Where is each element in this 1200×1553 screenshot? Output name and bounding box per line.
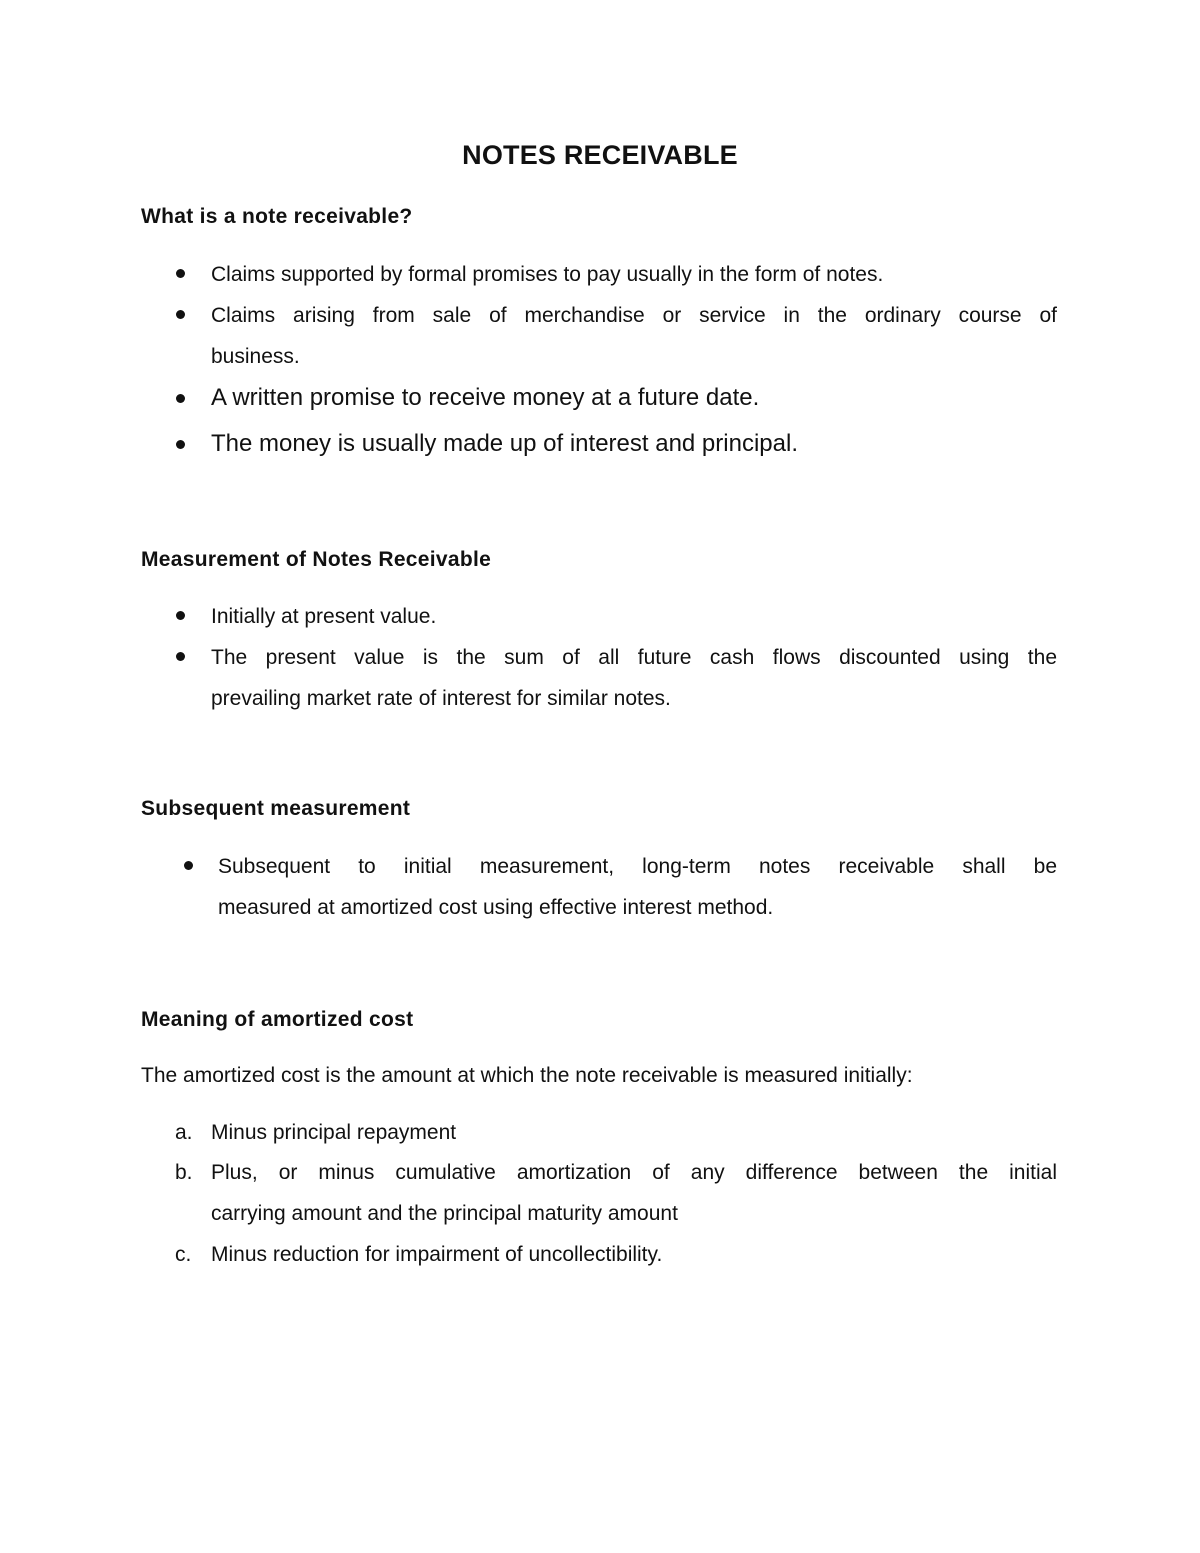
bullet-icon [176, 269, 185, 278]
section-heading-what-is-note: What is a note receivable? [141, 205, 413, 228]
list-item-text-continued: carrying amount and the principal maturity amount [211, 1202, 678, 1225]
list-item [211, 1152, 1057, 1234]
list-item [211, 1112, 1057, 1153]
section-heading-amortized-cost: Meaning of amortized cost [141, 1008, 414, 1031]
list-item-text: Minus reduction for impairment of uncollectibility. [211, 1243, 663, 1266]
bullet-icon [176, 652, 185, 661]
list-item [211, 596, 1057, 637]
bullet-icon [176, 440, 185, 449]
list-item-text: Minus principal repayment [211, 1121, 457, 1144]
list-item-text: Initially at present value. [211, 605, 437, 628]
list-item-text-continued: prevailing market rate of interest for similar notes. [211, 687, 671, 710]
list-item-text: A written promise to receive money at a future date. [211, 384, 760, 411]
section-heading-subsequent: Subsequent measurement [141, 797, 411, 820]
list-item [218, 846, 1057, 928]
bullet-icon [176, 394, 185, 403]
list-marker: c. [175, 1243, 192, 1266]
list-marker: b. [175, 1161, 193, 1184]
list-marker: a. [175, 1121, 193, 1144]
list-item-text: Claims arising from sale of merchandise or service in the ordinary course of [211, 304, 1057, 327]
list-item-text: Claims supported by formal promises to pay usually in the form of notes. [211, 263, 884, 286]
list-item [211, 1234, 1057, 1275]
list-item-text-continued: measured at amortized cost using effective interest method. [218, 896, 774, 919]
section-heading-measurement: Measurement of Notes Receivable [141, 548, 492, 571]
page-title: NOTES RECEIVABLE [462, 140, 738, 170]
list-item [211, 295, 1057, 377]
list-item-text: The money is usually made up of interest and principal. [211, 430, 798, 457]
list-item-text-continued: business. [211, 345, 300, 368]
intro-paragraph: The amortized cost is the amount at which the note receivable is measured initially: [141, 1064, 913, 1087]
list-item [211, 254, 1057, 295]
bullet-icon [176, 310, 185, 319]
list-item-text: The present value is the sum of all future cash flows discounted using the [211, 646, 1057, 669]
bullet-icon [176, 611, 185, 620]
list-item-text: Subsequent to initial measurement, long-term notes receivable shall be [218, 855, 1057, 878]
list-item-text: Plus, or minus cumulative amortization of any difference between the initial [211, 1161, 1057, 1184]
list-item [211, 637, 1057, 719]
list-item [211, 377, 1057, 418]
list-item [211, 423, 1057, 464]
bullet-icon [184, 861, 193, 870]
